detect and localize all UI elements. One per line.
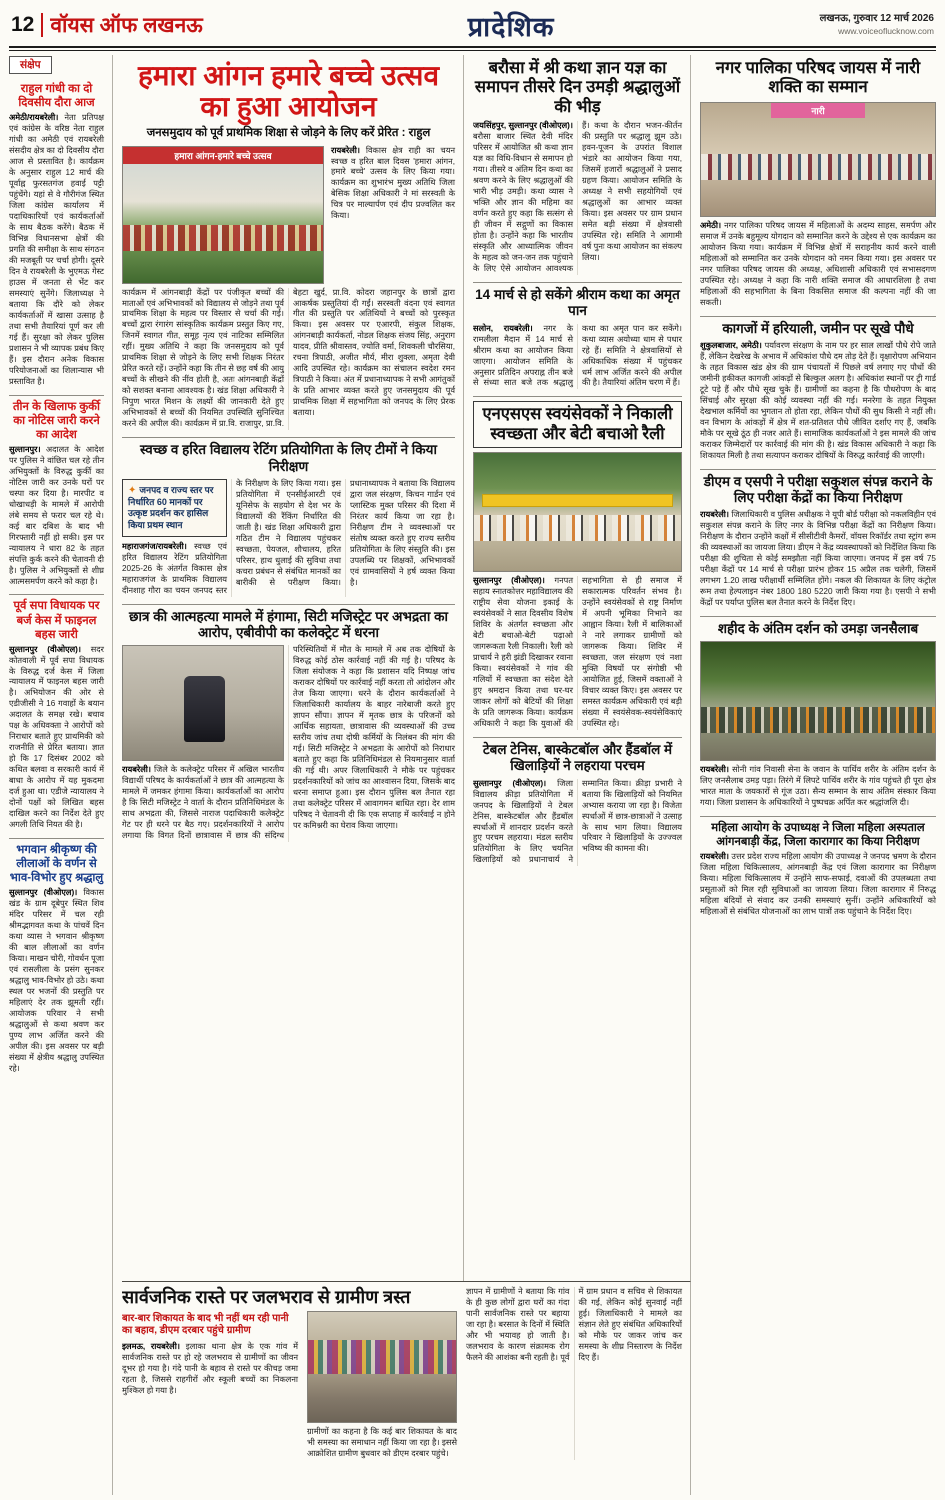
right-column xyxy=(700,55,936,1495)
article-body xyxy=(9,445,104,588)
article-jalbharav xyxy=(122,1281,691,1495)
body-text: उत्तर प्रदेश राज्य महिला आयोग की उपाध्यक्ष ने जनपद भ्रमण के दौरान जिला महिला चिकित्सालय, आंगनबाड़ी केंद्र एवं जिला कारागार का निरीक्षण किया। महिला चिकित्सालय में उन्होंने साफ-सफाई, दवाओं की उपलब्धता तथा प्रसूताओं को मिल रही सुविधाओं का जायजा लिया। जिला कारागार में निरुद्ध महिला बंदियों से संवाद कर उनकी समस्याएं सुनीं। उन्होंने अधिकारियों को महिलाओं से संबंधित योजनाओं का लाभ पात्रों तक पहुंचाने के निर्देश दिए। xyxy=(700,852,936,917)
rally-banner xyxy=(482,494,672,507)
article-body xyxy=(9,113,104,388)
article-body xyxy=(9,645,104,832)
body-text: ज्ञापन में ग्रामीणों ने बताया कि गांव के ही कुछ लोगों द्वारा घरों का गंदा पानी सार्वजनिक रास्ते पर बहाया जा रहा है। बरसात के दिनों में स्थिति और भी भयावह हो जाती है। जलभराव के कारण संक्रामक रोग फैलने की आशंका बनी रहती है। पूर्व में ग्राम प्रधान व सचिव से शिकायत की गई, लेकिन कोई सुनवाई नहीं हुई। जिलाधिकारी ने मामले का संज्ञान लेते हुए संबंधित अधिकारियों को मौके पर जाकर जांच कर समस्या के शीघ्र निस्तारण के निर्देश दिए हैं। xyxy=(466,1287,682,1362)
body-text: गनपत सहाय स्नातकोत्तर महाविद्यालय की राष्ट्रीय सेवा योजना इकाई के स्वयंसेवकों ने सात दिवसीय विशेष शिविर के अंतर्गत स्वच्छता और बेटी बचाओ-बेटी पढ़ाओ जागरूकता रैली निकाली। रैली को प्राचार्य ने हरी झंडी दिखाकर रवाना किया। स्वयंसेवकों ने गांव की गलियों में स्वच्छता का संदेश देते हुए श्रमदान किया तथा घर-घर जाकर लोगों को बेटियों की शिक्षा के प्रति जागरूक किया। कार्यक्रम अधिकारी ने कहा कि युवाओं की सहभागिता से ही समाज में सकारात्मक परिवर्तन संभव है। उन्होंने स्वयंसेवकों से राष्ट्र निर्माण में अपनी भूमिका निभाने का आह्वान किया। रैली में बालिकाओं ने नारे लगाकर ग्रामीणों को जागरूक किया। शिविर में स्वच्छता, जल संरक्षण एवं नशा मुक्ति विषयों पर संगोष्ठी भी आयोजित हुई, जिसमें वक्ताओं ने विचार व्यक्त किए। इस अवसर पर समस्त कार्यक्रम अधिकारी एवं बड़ी संख्या में स्वयंसेवक-स्वयंसेविकाएं उपस्थित रहे। xyxy=(473,576,682,729)
masthead-right xyxy=(820,13,934,36)
headline: तीन के खिलाफ कुर्की का नोटिस जारी करने का आदेश xyxy=(12,400,100,441)
article-body xyxy=(331,146,455,284)
photo-banner-text: नारी xyxy=(771,103,865,118)
body-text: कार्यक्रम में आंगनबाड़ी केंद्रों पर पंजीकृत बच्चों की माताओं एवं अभिभावकों को विद्यालय से जोड़ने तथा पूर्व प्राथमिक शिक्षा के महत्व पर विस्तार से चर्चा की गई। बच्चों द्वारा रंगारंग सांस्कृतिक कार्यक्रम प्रस्तुत किए गए, जिनमें स्वागत गीत, समूह नृत्य एवं नाटिका सम्मिलित रहीं। मुख्य अतिथि ने कहा कि जनसमुदाय को पूर्व प्राथमिक शिक्षा से जोड़ने के लिए सभी शिक्षक निरंतर प्रेरित करते रहें। उन्होंने कहा कि तीन से छह वर्ष की आयु बच्चों के सीखने की नींव होती है, अतः आंगनबाड़ी केंद्रों को सशक्त बनाना आवश्यक है। खंड शिक्षा अधिकारी ने निपुण भारत मिशन के लक्ष्यों की जानकारी देते हुए अभिभावकों से बच्चों की नियमित उपस्थिति सुनिश्चित करने की अपील की। कार्यक्रम में प्रा.वि. राजापुर, प्रा.वि. बेहटा खुर्द, प्रा.वि. कोदरा जहानपुर के छात्रों द्वारा आकर्षक प्रस्तुतियां दी गईं। सरस्वती वंदना एवं स्वागत गीत की प्रस्तुति पर अतिथियों ने बच्चों को पुरस्कृत किया। इस अवसर पर एआरपी, संकुल शिक्षक, आंगनबाड़ी कार्यकर्ता, नोडल शिक्षक संजय सिंह, अनुराग यादव, प्रीति श्रीवास्तव, ज्योति वर्मा, शिवकली चौरसिया, रचना त्रिपाठी, अजीत मौर्य, मीरा शुक्ला, अमृता देवी आदि उपस्थित रहे। कार्यक्रम का संचालन स्वदेश रमन त्रिपाठी ने किया। अंत में प्रधानाध्यापक ने सभी आगंतुकों के प्रति आभार व्यक्त करते हुए जनसमुदाय की पूर्व प्राथमिक शिक्षा में सहभागिता को जनपद के लिए प्रेरक बताया। xyxy=(122,287,455,429)
dateline: इलमऊ, रायबरेली। xyxy=(122,1341,180,1351)
page-grid xyxy=(9,55,936,1495)
photo-crowd-texture xyxy=(474,515,681,541)
main-column xyxy=(122,55,464,1281)
nari-samman-photo xyxy=(700,102,936,217)
dateline: सुल्तानपुर (वीओएल)। xyxy=(9,888,78,898)
children-event-photo xyxy=(122,146,324,284)
dateline: सुल्तानपुर (वीओएल)। xyxy=(473,576,545,586)
article-sapa-vidhayak xyxy=(9,594,104,838)
article-hamara-aangan xyxy=(122,55,455,437)
headline: राहुल गांधी का दो दिवसीय दौरा आज xyxy=(18,83,95,110)
website-url: www.voiceoflucknow.com xyxy=(838,25,934,36)
bottom-article-grid xyxy=(122,1287,682,1460)
dateline: सलोन, रायबरेली। xyxy=(473,323,533,333)
body-text: जिला विद्यालय क्रीड़ा प्रतियोगिता में जनपद के खिलाड़ियों ने टेबल टेनिस, बास्केटबॉल और हैंडबॉल स्पर्धाओं में शानदार प्रदर्शन करते हुए परचम लहराया। मंडल स्तरीय प्रतियोगिता के लिए चयनित खिलाड़ियों को प्रधानाचार्य ने सम्मानित किया। क्रीड़ा प्रभारी ने बताया कि खिलाड़ियों को नियमित अभ्यास कराया जा रहा है। विजेता स्पर्धाओं में छात्र-छात्राओं ने उत्साह के साथ भाग लिया। विद्यालय परिवार ने खिलाड़ियों के उज्ज्वल भविष्य की कामना की। xyxy=(473,778,682,865)
article-body xyxy=(473,121,682,275)
lead-article-top xyxy=(122,146,455,284)
body-text: विकास खंड के ग्राम दूबेपुर स्थित शिव मंदिर परिसर में चल रही श्रीमद्भागवत कथा के पांचवें दिन कथा व्यास ने भगवान श्रीकृष्ण की बाल लीलाओं का वर्णन किया। माखन चोरी, गोवर्धन पूजा एवं रासलीला के प्रसंग सुनकर श्रद्धालु भाव-विभोर हो उठे। कथा स्थल पर भजनों की प्रस्तुति पर महिलाएं देर तक झूमती रहीं। आयोजक परिवार ने सभी श्रद्धालुओं से कथा श्रवण कर पुण्य लाभ अर्जित करने की अपील की। इस अवसर पर बड़ी संख्या में क्षेत्रीय श्रद्धालु उपस्थित रहे। xyxy=(9,888,104,1074)
article-body xyxy=(700,510,936,609)
masthead-left xyxy=(11,11,203,39)
body-text: नेता प्रतिपक्ष एवं कांग्रेस के वरिष्ठ नेता राहुल गांधी का अमेठी एवं रायबरेली संसदीय क्षेत्र का दो दिवसीय दौरा आज से प्रस्तावित है। कार्यक्रम के अनुसार राहुल 12 मार्च की पूर्वाह्न फुरसतगंज हवाई पट्टी पहुंचेंगे। यहां से वे गौरीगंज स्थित जिला कांग्रेस कार्यालय में पदाधिकारियों एवं कार्यकर्ताओं के साथ बैठक करेंगे। बैठक में विभिन्न विधानसभा क्षेत्रों की प्रगति की समीक्षा के साथ संगठन की मजबूती पर चर्चा होगी। दूसरे दिन वे रायबरेली के भुएमऊ गेस्ट हाउस में जनता से भेंट कर समस्याएं सुनेंगे। जिलाध्यक्ष ने बताया कि दौरे को लेकर कार्यकर्ताओं में खासा उत्साह है तथा सभी तैयारियां पूर्ण कर ली गई हैं। सुरक्षा को लेकर पुलिस प्रशासन ने भी व्यापक प्रबंध किए हैं। इस दौरान अनेक विकास परियोजनाओं का शिलान्यास भी प्रस्तावित है। xyxy=(9,113,105,386)
article-body xyxy=(700,852,936,918)
body-text: सदर कोतवाली में पूर्व सपा विधायक के विरुद्ध दर्ज केस में जिला न्यायालय में फाइनल बहस जारी है। अभियोजन की ओर से एडीजीसी ने 16 गवाहों के बयान अदालत के समक्ष रखे। बचाव पक्ष के अधिवक्ता ने आरोपों को निराधार बताते हुए प्राथमिकी को राजनीति से प्रेरित बताया। ज्ञात हो कि 17 दिसंबर 2002 को कथित बलवा व सरकारी कार्य में बाधा के आरोप में यह मुकदमा दर्ज हुआ था। एडीजे न्यायालय ने दोनों पक्षों को लिखित बहस दाखिल करने का निर्देश देते हुए अगली तिथि नियत की है। xyxy=(9,644,104,830)
article-kurki-notice xyxy=(9,395,104,595)
masthead xyxy=(9,6,936,44)
headline: टेबल टेनिस, बास्केटबॉल और हैंडबॉल में खिलाड़ियों ने लहराया परचम xyxy=(482,742,673,774)
nss-rally-photo xyxy=(473,452,682,572)
headline: स्वच्छ व हरित विद्यालय रेटिंग प्रतियोगिता के लिए टीमों ने किया निरीक्षण xyxy=(139,442,438,474)
body-text: नगर पालिका परिषद जायस में महिलाओं के अदम्य साहस, समर्पण और समाज में उनके बहुमूल्य योगदान को सम्मानित करने के उद्देश्य से एक कार्यक्रम का आयोजन किया गया। कार्यक्रम में विभिन्न क्षेत्रों में सराहनीय कार्य करने वाली महिलाओं को सम्मानित कर उनके योगदान को नमन किया गया। इस अवसर पर नगर पालिका परिषद जायस की अध्यक्ष, अधिशासी अधिकारी एवं सभासदगण उपस्थित रहे। अध्यक्ष ने कहा कि नारी शक्ति समाज की आधारशिला है तथा महिलाओं की सहभागिता के बिना विकसित समाज की कल्पना नहीं की जा सकती। xyxy=(700,220,936,307)
article-body xyxy=(473,324,682,390)
body-text: विकास क्षेत्र राही का चयन स्वच्छ व हरित बाल दिवस 'हमारा आंगन, हमारे बच्चे' उत्सव के लिए किया गया। कार्यक्रम का शुभारंभ मुख्य अतिथि जिला बेसिक शिक्षा अधिकारी ने मां सरस्वती के चित्र पर माल्यार्पण एवं दीप प्रज्वलित कर किया। xyxy=(331,145,455,221)
article-shaheed-darshan xyxy=(700,616,936,816)
article-body xyxy=(473,779,682,867)
edition-dateline: लखनऊ, गुरुवार 12 मार्च 2026 xyxy=(819,13,934,25)
article-body xyxy=(700,765,936,809)
waterlogging-photo xyxy=(307,1311,457,1423)
headline: शहीद के अंतिम दर्शन को उमड़ा जनसैलाब xyxy=(717,621,919,637)
body-text: सोनी गांव निवासी सेना के जवान के पार्थिव शरीर के अंतिम दर्शन के लिए जनसैलाब उमड़ पड़ा। तिरंगे में लिपटे पार्थिव शरीर के गांव पहुंचते ही पूरा क्षेत्र भारत माता के जयकारों से गूंज उठा। सैन्य सम्मान के साथ अंतिम संस्कार किया गया। जिला प्रशासन के अधिकारियों ने पुष्पचक्र अर्पित कर श्रद्धांजलि दी। xyxy=(700,765,936,808)
sub-deck: बार-बार शिकायत के बाद भी नहीं थम रही पानी का बहाव, डीएम दरबार पहुंचे ग्रामीण xyxy=(122,1312,289,1337)
dateline: सुल्तानपुर। xyxy=(9,444,41,454)
protest-body-columns xyxy=(122,645,455,842)
article-krishna-leela xyxy=(9,838,104,1082)
section-title: प्रादेशिक xyxy=(467,11,555,42)
masthead-rule xyxy=(9,46,936,51)
body-columns xyxy=(473,576,682,730)
highlight-box xyxy=(122,479,227,537)
page-number: 12 xyxy=(11,13,35,36)
article-shriram-katha xyxy=(473,282,682,396)
briefs-label: संक्षेप xyxy=(9,56,52,74)
dateline: रायबरेली। xyxy=(331,145,361,155)
body-columns xyxy=(473,121,682,275)
body-text: जिलाधिकारी व पुलिस अधीक्षक ने यूपी बोर्ड परीक्षा को नकलविहीन एवं सकुशल संपन्न कराने के लिए नगर के विभिन्न परीक्षा केंद्रों का निरीक्षण किया। निरीक्षण के दौरान उन्होंने कक्षों में सीसीटीवी कैमरों, वॉयस रिकॉर्डर तथा स्ट्रांग रूम की व्यवस्थाओं का जायजा लिया। डीएम ने केंद्र व्यवस्थापकों को निर्देशित किया कि परीक्षा की शुचिता से कोई समझौता नहीं किया जाएगा। जनपद में इस वर्ष 75 परीक्षा केंद्रों पर 14 मार्च से परीक्षा प्रारंभ होकर 15 अप्रैल तक चलेगी, जिसमें लगभग 1.20 लाख परीक्षार्थी सम्मिलित होंगे। नकल की शिकायत के लिए कंट्रोल रूम तथा हेल्पलाइन नंबर 1800 180 5220 जारी किया गया है। एसपी ने सभी केंद्रों पर पर्याप्त पुलिस बल तैनात करने के निर्देश दिए। xyxy=(700,510,936,608)
dateline: अमेठी। xyxy=(700,220,722,230)
bottom-photo-block xyxy=(307,1311,457,1460)
article-body xyxy=(9,888,104,1075)
lead-subhead: जनसमुदाय को पूर्व प्राथमिक शिक्षा से जोड़ने के लिए करें प्रेरित : राहुल xyxy=(146,126,431,139)
dateline: रायबरेली। xyxy=(700,510,730,520)
body-text: स्वच्छ एवं हरित विद्यालय रेटिंग प्रतियोगिता 2025-26 के अंतर्गत विकास क्षेत्र महाराजगंज के प्राथमिक विद्यालय दीनशाह गौरा का चयन जनपद स्तर के निरीक्षण के लिए किया गया। इस प्रतियोगिता में एनसीईआरटी एवं यूनिसेफ के सहयोग से देश भर के विद्यालयों की रैंकिंग निर्धारित की जाती है। खंड शिक्षा अधिकारी द्वारा गठित टीम ने विद्यालय पहुंचकर स्वच्छता, पेयजल, शौचालय, हरित परिसर, हाथ धुलाई की सुविधा तथा कचरा प्रबंधन से संबंधित मानकों का बारीकी से परीक्षण किया। प्रधानाध्यापक ने बताया कि विद्यालय द्वारा जल संरक्षण, किचन गार्डन एवं प्लास्टिक मुक्त परिसर की दिशा में निरंतर कार्य किया जा रहा है। निरीक्षण टीम ने व्यवस्थाओं पर संतोष व्यक्त करते हुए राज्य स्तरीय प्रतियोगिता के लिए संस्तुति की। इस उपलब्धि पर शिक्षकों, अभिभावकों एवं ग्रामवासियों ने हर्ष व्यक्त किया है। xyxy=(122,478,455,595)
body-text: जिले के कलेक्ट्रेट परिसर में अखिल भारतीय विद्यार्थी परिषद के कार्यकर्ताओं ने छात्र की आत्महत्या के मामले में जमकर हंगामा किया। कार्यकर्ताओं का आरोप है कि सिटी मजिस्ट्रेट ने वार्ता के दौरान प्रतिनिधिमंडल के साथ अभद्रता की, जिससे नाराज पदाधिकारी कलेक्ट्रेट गेट पर ही धरने पर बैठ गए। प्रदर्शनकारियों ने आरोप लगाया कि विगत दिनों छात्रावास में छात्र की संदिग्ध परिस्थितियों में मौत के मामले में अब तक दोषियों के विरुद्ध कोई ठोस कार्रवाई नहीं की गई है। परिषद के जिला संयोजक ने कहा कि प्रशासन यदि निष्पक्ष जांच कराकर दोषियों पर कार्रवाई नहीं करता तो आंदोलन और तेज किया जाएगा। धरने के दौरान कार्यकर्ताओं ने जिलाधिकारी कार्यालय के बाहर नारेबाजी करते हुए ज्ञापन सौंपा। ज्ञापन में मृतक छात्र के परिजनों को आर्थिक सहायता, छात्रावास की व्यवस्थाओं की उच्च स्तरीय जांच तथा दोषी कर्मियों के निलंबन की मांग की गई। सिटी मजिस्ट्रेट ने अभद्रता के आरोपों को निराधार बताते हुए कहा कि प्रतिनिधिमंडल से नियमानुसार वार्ता की गई थी। अपर जिलाधिकारी ने मौके पर पहुंचकर प्रदर्शनकारियों को जांच का आश्वासन दिया, जिसके बाद धरना समाप्त हुआ। इस दौरान पुलिस बल तैनात रहा तथा कलेक्ट्रेट परिसर में आवागमन बाधित रहा। देर शाम परिषद ने चेतावनी दी कि एक सप्ताह में कार्रवाई न होने पर कमिश्नरी का घेराव किया जाएगा। xyxy=(122,645,455,840)
photo-crowd-texture xyxy=(308,1340,456,1374)
person-figure xyxy=(184,676,226,742)
article-sports-parcham xyxy=(473,737,682,873)
article-katha-gyan-yagya xyxy=(473,55,682,282)
dateline: महाराजगंज/रायबरेली। xyxy=(122,541,187,551)
article-exam-nirikshan xyxy=(700,469,936,616)
article-sukhe-paudhe xyxy=(700,316,936,469)
body-text: नगर के रामलीला मैदान में 14 मार्च से श्रीराम कथा का आयोजन किया जाएगा। आयोजन समिति के अनुसार प्रतिदिन अपराह्न तीन बजे से संध्या सात बजे तक श्रद्धालु कथा का अमृत पान कर सकेंगे। कथा व्यास अयोध्या धाम से पधार रहे हैं। समिति ने क्षेत्रवासियों से अधिकाधिक संख्या में पहुंचकर धर्म लाभ अर्जित करने की अपील की है। तैयारियां अंतिम चरण में हैं। xyxy=(473,323,682,388)
headline: छात्र की आत्महत्या मामले में हंगामा, सिटी मजिस्ट्रेट पर अभद्रता का आरोप, एबीवीपी का कलेक्ट्रेट में धरना xyxy=(129,608,448,640)
photo-crowd-texture xyxy=(123,225,323,251)
middle-column xyxy=(473,55,691,1281)
headline: एनएसएस स्वयंसेवकों ने निकाली स्वच्छता और बेटी बचाओ रैली xyxy=(473,401,682,448)
photo-banner-text: हमारा आंगन-हमारे बच्चे उत्सव xyxy=(123,147,323,164)
headline: पूर्व सपा विधायक पर बर्ज केस में फाइनल बहस जारी xyxy=(13,600,100,641)
article-nss-rally xyxy=(473,396,682,737)
headline: सार्वजनिक रास्ते पर जलभराव से ग्रामीण त्रस्त xyxy=(122,1287,411,1307)
bottom-body-columns xyxy=(466,1287,682,1460)
dateline: शुकुलबाजार, अमेठी। xyxy=(700,341,762,350)
protest-photo xyxy=(122,645,284,761)
article-rahul-daura xyxy=(9,78,104,395)
paper-name: वॉयस ऑफ लखनऊ xyxy=(50,14,203,37)
headline: 14 मार्च से हो सकेंगे श्रीराम कथा का अमृत पान xyxy=(475,287,680,319)
rating-body-columns xyxy=(122,479,455,597)
article-nari-shakti-samman xyxy=(700,55,936,316)
body-text: इलाका थाना क्षेत्र के एक गांव में सार्वजनिक रास्ते पर हो रहे जलभराव से ग्रामीणों का जीवन दूभर हो गया है। गंदे पानी के बहाव से रास्ते पर कीचड़ जमा रहता है, जिससे राहगीरों और स्कूली बच्चों का निकलना मुश्किल हो गया है। xyxy=(122,1341,298,1395)
highlight-icon: ✦ xyxy=(128,484,137,496)
martyr-farewell-photo xyxy=(700,641,936,761)
photo-crowd-texture xyxy=(701,154,935,180)
headline: महिला आयोग के उपाध्यक्ष ने जिला महिला अस्पताल आंगनबाड़ी केंद्र, जिला कारागार का किया निरीक्षण xyxy=(711,822,925,849)
headline: नगर पालिका परिषद जायस में नारी शक्ति का सम्मान xyxy=(715,59,921,97)
dateline: रायबरेली। xyxy=(700,852,730,862)
dateline: सुल्तानपुर (वीओएल)। xyxy=(9,644,81,654)
body-text: पर्यावरण संरक्षण के नाम पर हर साल लाखों पौधे रोपे जाते हैं, लेकिन देखरेख के अभाव में अधिकांश पौधे दम तोड़ देते हैं। वृक्षारोपण अभियान के तहत विकास खंड क्षेत्र की ग्राम पंचायतों में पिछले वर्ष लगाए गए पौधों की जमीनी हकीकत कागजी आंकड़ों से बिल्कुल अलग है। अधिकांश स्थानों पर ट्री गार्ड टूटे पड़े हैं और पौधे सूख चुके हैं। ग्रामीणों का कहना है कि पौधरोपण के बाद सिंचाई और सुरक्षा की कोई व्यवस्था नहीं की गई। मनरेगा के तहत नियुक्त देखभाल कर्मियों का भुगतान तो होता रहा, लेकिन पौधों की सुध किसी ने नहीं ली। वन विभाग के आंकड़ों में क्षेत्र में शत-प्रतिशत पौधे जीवित दर्शाए गए हैं, जबकि मौके पर सूखे ठूंठ ही नजर आते हैं। सामाजिक कार्यकर्ताओं ने इस मामले की जांच कराकर जिम्मेदारों पर कार्रवाई की मांग की है। खंड विकास अधिकारी ने कहा कि शिकायत मिली है तथा सत्यापन कराकर दोषियों के विरुद्ध कार्रवाई की जाएगी। xyxy=(700,341,936,460)
article-body xyxy=(473,576,682,730)
headline: कागजों में हरियाली, जमीन पर सूखे पौधे xyxy=(722,320,914,336)
body-text: बरौसा बाजार स्थित देवी मंदिर परिसर में आयोजित श्री कथा ज्ञान यज्ञ का विधि-विधान से समापन हो गया। तीसरे व अंतिम दिन कथा का श्रवण करने के लिए श्रद्धालुओं की भारी भीड़ उमड़ी। कथा व्यास ने भक्ति और ज्ञान की महिमा का वर्णन करते हुए कहा कि सत्संग से ही जीवन में सद्गुणों का विकास होता है। उन्होंने कहा कि भारतीय संस्कृति और आध्यात्मिक जीवन के महत्व को जन-जन तक पहुंचाने के लिए ऐसे आयोजन आवश्यक हैं। कथा के दौरान भजन-कीर्तन की प्रस्तुति पर श्रद्धालु झूम उठे। हवन-पूजन के उपरांत विशाल भंडारे का आयोजन किया गया, जिसमें हजारों श्रद्धालुओं ने प्रसाद ग्रहण किया। आयोजन समिति के अध्यक्ष ने सभी सहयोगियों एवं श्रद्धालुओं का आभार व्यक्त किया। इस अवसर पर ग्राम प्रधान समेत बड़ी संख्या में क्षेत्रवासी उपस्थित रहे। समिति ने आगामी वर्ष पुनः कथा आयोजन का संकल्प लिया। xyxy=(473,121,682,274)
article-body xyxy=(700,221,936,309)
briefs-column xyxy=(9,55,113,1495)
dateline: सुल्तानपुर (वीओएल)। xyxy=(473,778,547,788)
article-body xyxy=(122,1342,298,1397)
headline: भगवान श्रीकृष्ण की लीलाओं के वर्णन से भाव-विभोर हुए श्रद्धालु xyxy=(9,844,104,885)
body-text: ग्रामीणों का कहना है कि कई बार शिकायत के बाद भी समस्या का समाधान नहीं किया जा रहा है। इससे आक्रोशित ग्रामीण बुधवार को डीएम दरबार पहुंचे। xyxy=(307,1426,457,1458)
article-body xyxy=(700,341,936,462)
dateline: जयसिंहपुर, सुल्तानपुर (वीओएल)। xyxy=(473,121,573,131)
article-abvp-dharna xyxy=(122,604,455,849)
bottom-left-block xyxy=(122,1311,298,1460)
dateline: अमेठी/रायबरेली। xyxy=(9,113,59,123)
headline: बरौसा में श्री कथा ज्ञान यज्ञ का समापन तीसरे दिन उमड़ी श्रद्धालुओं की भीड़ xyxy=(474,59,681,116)
headline: डीएम व एसपी ने परीक्षा सकुशल संपन्न कराने के लिए परीक्षा केंद्रों का किया निरीक्षण xyxy=(703,473,933,506)
body-text: अदालत के आदेश पर पुलिस ने वांछित चल रहे तीन अभियुक्तों के विरुद्ध कुर्की का नोटिस जारी कर उनके घरों पर चस्पा कर दिया है। मारपीट व धोखाधड़ी के मामले में आरोपी लंबे समय से फरार चल रहे थे। कई बार दबिश के बाद भी गिरफ्तारी नहीं हो सकी। इस पर न्यायालय ने धारा 82 के तहत संपत्ति कुर्क करने की चेतावनी दी है। पुलिस ने अभियुक्तों से शीघ्र आत्मसमर्पण करने को कहा है। xyxy=(9,444,105,586)
article-mahila-ayog xyxy=(700,816,936,925)
highlight-text: जनपद व राज्य स्तर पर निर्धारित 60 मानकों पर उत्कृष्ट प्रदर्शन कर हासिल किया प्रथम स्थान xyxy=(128,484,214,531)
lead-body-columns xyxy=(122,288,455,431)
body-columns xyxy=(473,779,682,867)
dateline: रायबरेली। xyxy=(122,765,152,775)
masthead-divider xyxy=(41,13,43,37)
lead-headline: हमारा आंगन हमारे बच्चे उत्सव का हुआ आयोजन xyxy=(137,60,440,123)
body-columns xyxy=(473,324,682,390)
article-green-school-rating xyxy=(122,437,455,603)
dateline: रायबरेली। xyxy=(700,765,730,775)
photo-crowd-texture xyxy=(701,707,935,733)
